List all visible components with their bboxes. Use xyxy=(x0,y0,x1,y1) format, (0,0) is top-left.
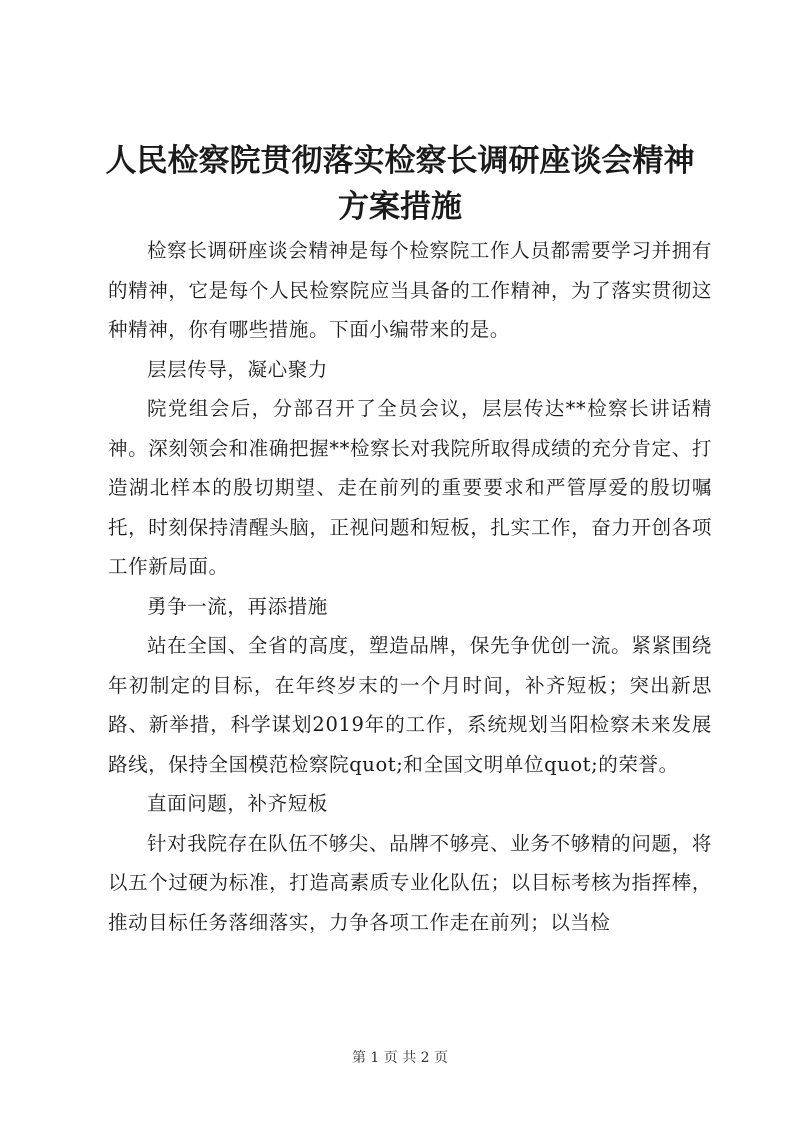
page-number-footer: 第 1 页 共 2 页 xyxy=(351,1050,449,1066)
section-heading-1: 层层传导，凝心聚力 xyxy=(147,357,328,381)
paragraph-section-3: 针对我院存在队伍不够尖、品牌不够亮、业务不够精的问题，将以五个过硬为标准，打造高素质专业化队伍；以目标考核为指挥棒，推动目标任务落细落实，力争各项工作走在前列；以当检 xyxy=(108,831,712,934)
paragraph-section-1: 院党组会后，分部召开了全员会议，层层传达**检察长讲话精神。深刻领会和准确把握**检察长对我院所取得成绩的充分肯定、打造湖北样本的殷切期望、走在前列的重要要求和严管厚爱的殷切嘱托，时刻保持清醒头脑，正视问题和短板，扎实工作，奋力开创各项工作新局面。 xyxy=(108,397,712,578)
section-heading-3: 直面问题，补齐短板 xyxy=(147,792,328,815)
section-heading-2: 勇争一流，再添措施 xyxy=(147,594,328,618)
document-body xyxy=(108,231,712,942)
document-title: 人民检察院贯彻落实检察长调研座谈会精神方案措施 xyxy=(105,143,695,225)
paragraph-intro: 检察长调研座谈会精神是每个检察院工作人员都需要学习并拥有的精神，它是每个人民检察院应当具备的工作精神，为了落实贯彻这种精神，你有哪些措施。下面小编带来的是。 xyxy=(108,239,712,341)
paragraph-section-2: 站在全国、全省的高度，塑造品牌，保先争优创一流。紧紧围绕年初制定的目标，在年终岁末的一个月时间，补齐短板；突出新思路、新举措，科学谋划2019年的工作，系统规划当阳检察未来发展路线，保持全国模范检察院quot;和全国文明单位quot;的荣誉。 xyxy=(108,634,712,776)
